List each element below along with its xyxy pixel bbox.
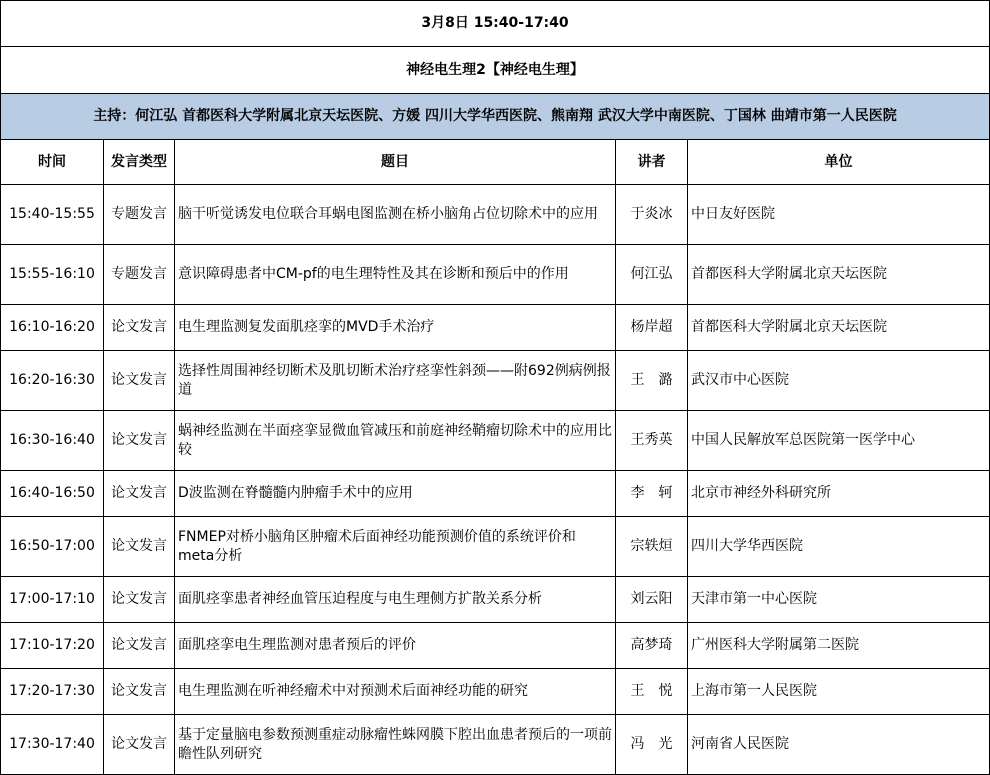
table-row bbox=[1, 305, 990, 351]
cell-time: 17:30-17:40 bbox=[1, 715, 104, 775]
cell-type: 论文发言 bbox=[104, 623, 175, 669]
header-time: 时间 bbox=[1, 140, 104, 185]
cell-time: 15:55-16:10 bbox=[1, 245, 104, 305]
cell-speaker: 王秀英 bbox=[616, 411, 688, 471]
cell-type: 论文发言 bbox=[104, 351, 175, 411]
cell-topic: 意识障碍患者中CM-pf的电生理特性及其在诊断和预后中的作用 bbox=[175, 245, 616, 305]
table-row bbox=[1, 411, 990, 471]
cell-time: 16:30-16:40 bbox=[1, 411, 104, 471]
chair-row bbox=[1, 94, 990, 140]
cell-topic: 电生理监测在听神经瘤术中对预测术后面神经功能的研究 bbox=[175, 669, 616, 715]
cell-time: 16:10-16:20 bbox=[1, 305, 104, 351]
cell-type: 论文发言 bbox=[104, 305, 175, 351]
cell-speaker: 于炎冰 bbox=[616, 185, 688, 245]
cell-speaker: 杨岸超 bbox=[616, 305, 688, 351]
table-row bbox=[1, 715, 990, 775]
cell-time: 15:40-15:55 bbox=[1, 185, 104, 245]
cell-topic: 电生理监测复发面肌痉挛的MVD手术治疗 bbox=[175, 305, 616, 351]
header-row bbox=[1, 140, 990, 185]
cell-topic: FNMEP对桥小脑角区肿瘤术后面神经功能预测价值的系统评价和meta分析 bbox=[175, 517, 616, 577]
table-row bbox=[1, 623, 990, 669]
cell-topic: 面肌痉挛电生理监测对患者预后的评价 bbox=[175, 623, 616, 669]
table-row bbox=[1, 577, 990, 623]
cell-topic: 选择性周围神经切断术及肌切断术治疗痉挛性斜颈——附692例病例报道 bbox=[175, 351, 616, 411]
cell-unit: 中国人民解放军总医院第一医学中心 bbox=[688, 411, 990, 471]
cell-speaker: 刘云阳 bbox=[616, 577, 688, 623]
chairs-text: 主持：何江弘 首都医科大学附属北京天坛医院、方媛 四川大学华西医院、熊南翔 武汉大学中南医院、丁国林 曲靖市第一人民医院 bbox=[1, 94, 990, 140]
cell-speaker: 宗轶烜 bbox=[616, 517, 688, 577]
cell-time: 16:40-16:50 bbox=[1, 471, 104, 517]
session-title: 神经电生理2【神经电生理】 bbox=[1, 47, 990, 94]
cell-time: 17:20-17:30 bbox=[1, 669, 104, 715]
cell-type: 论文发言 bbox=[104, 577, 175, 623]
cell-speaker: 冯 光 bbox=[616, 715, 688, 775]
cell-time: 16:50-17:00 bbox=[1, 517, 104, 577]
date-title: 3月8日 15:40-17:40 bbox=[1, 1, 990, 47]
cell-type: 论文发言 bbox=[104, 471, 175, 517]
cell-unit: 四川大学华西医院 bbox=[688, 517, 990, 577]
cell-topic: 脑干听觉诱发电位联合耳蜗电图监测在桥小脑角占位切除术中的应用 bbox=[175, 185, 616, 245]
cell-time: 17:10-17:20 bbox=[1, 623, 104, 669]
header-topic: 题目 bbox=[175, 140, 616, 185]
cell-topic: D波监测在脊髓髓内肿瘤手术中的应用 bbox=[175, 471, 616, 517]
cell-unit: 武汉市中心医院 bbox=[688, 351, 990, 411]
table-row bbox=[1, 471, 990, 517]
cell-unit: 广州医科大学附属第二医院 bbox=[688, 623, 990, 669]
cell-unit: 上海市第一人民医院 bbox=[688, 669, 990, 715]
cell-unit: 北京市神经外科研究所 bbox=[688, 471, 990, 517]
cell-type: 专题发言 bbox=[104, 245, 175, 305]
cell-type: 专题发言 bbox=[104, 185, 175, 245]
cell-unit: 天津市第一中心医院 bbox=[688, 577, 990, 623]
date-row bbox=[1, 1, 990, 47]
cell-unit: 河南省人民医院 bbox=[688, 715, 990, 775]
cell-unit: 首都医科大学附属北京天坛医院 bbox=[688, 245, 990, 305]
header-unit: 单位 bbox=[688, 140, 990, 185]
cell-type: 论文发言 bbox=[104, 669, 175, 715]
table-row bbox=[1, 669, 990, 715]
cell-type: 论文发言 bbox=[104, 715, 175, 775]
table-row bbox=[1, 517, 990, 577]
cell-topic: 蜗神经监测在半面痉挛显微血管减压和前庭神经鞘瘤切除术中的应用比较 bbox=[175, 411, 616, 471]
cell-speaker: 王 悦 bbox=[616, 669, 688, 715]
table-row bbox=[1, 185, 990, 245]
cell-speaker: 李 轲 bbox=[616, 471, 688, 517]
table-row bbox=[1, 351, 990, 411]
header-type: 发言类型 bbox=[104, 140, 175, 185]
cell-speaker: 何江弘 bbox=[616, 245, 688, 305]
cell-topic: 面肌痉挛患者神经血管压迫程度与电生理侧方扩散关系分析 bbox=[175, 577, 616, 623]
cell-speaker: 王 潞 bbox=[616, 351, 688, 411]
cell-speaker: 高梦琦 bbox=[616, 623, 688, 669]
cell-unit: 中日友好医院 bbox=[688, 185, 990, 245]
cell-type: 论文发言 bbox=[104, 411, 175, 471]
header-speaker: 讲者 bbox=[616, 140, 688, 185]
cell-time: 17:00-17:10 bbox=[1, 577, 104, 623]
cell-type: 论文发言 bbox=[104, 517, 175, 577]
cell-unit: 首都医科大学附属北京天坛医院 bbox=[688, 305, 990, 351]
cell-time: 16:20-16:30 bbox=[1, 351, 104, 411]
table-row bbox=[1, 245, 990, 305]
cell-topic: 基于定量脑电参数预测重症动脉瘤性蛛网膜下腔出血患者预后的一项前瞻性队列研究 bbox=[175, 715, 616, 775]
session-row bbox=[1, 47, 990, 94]
